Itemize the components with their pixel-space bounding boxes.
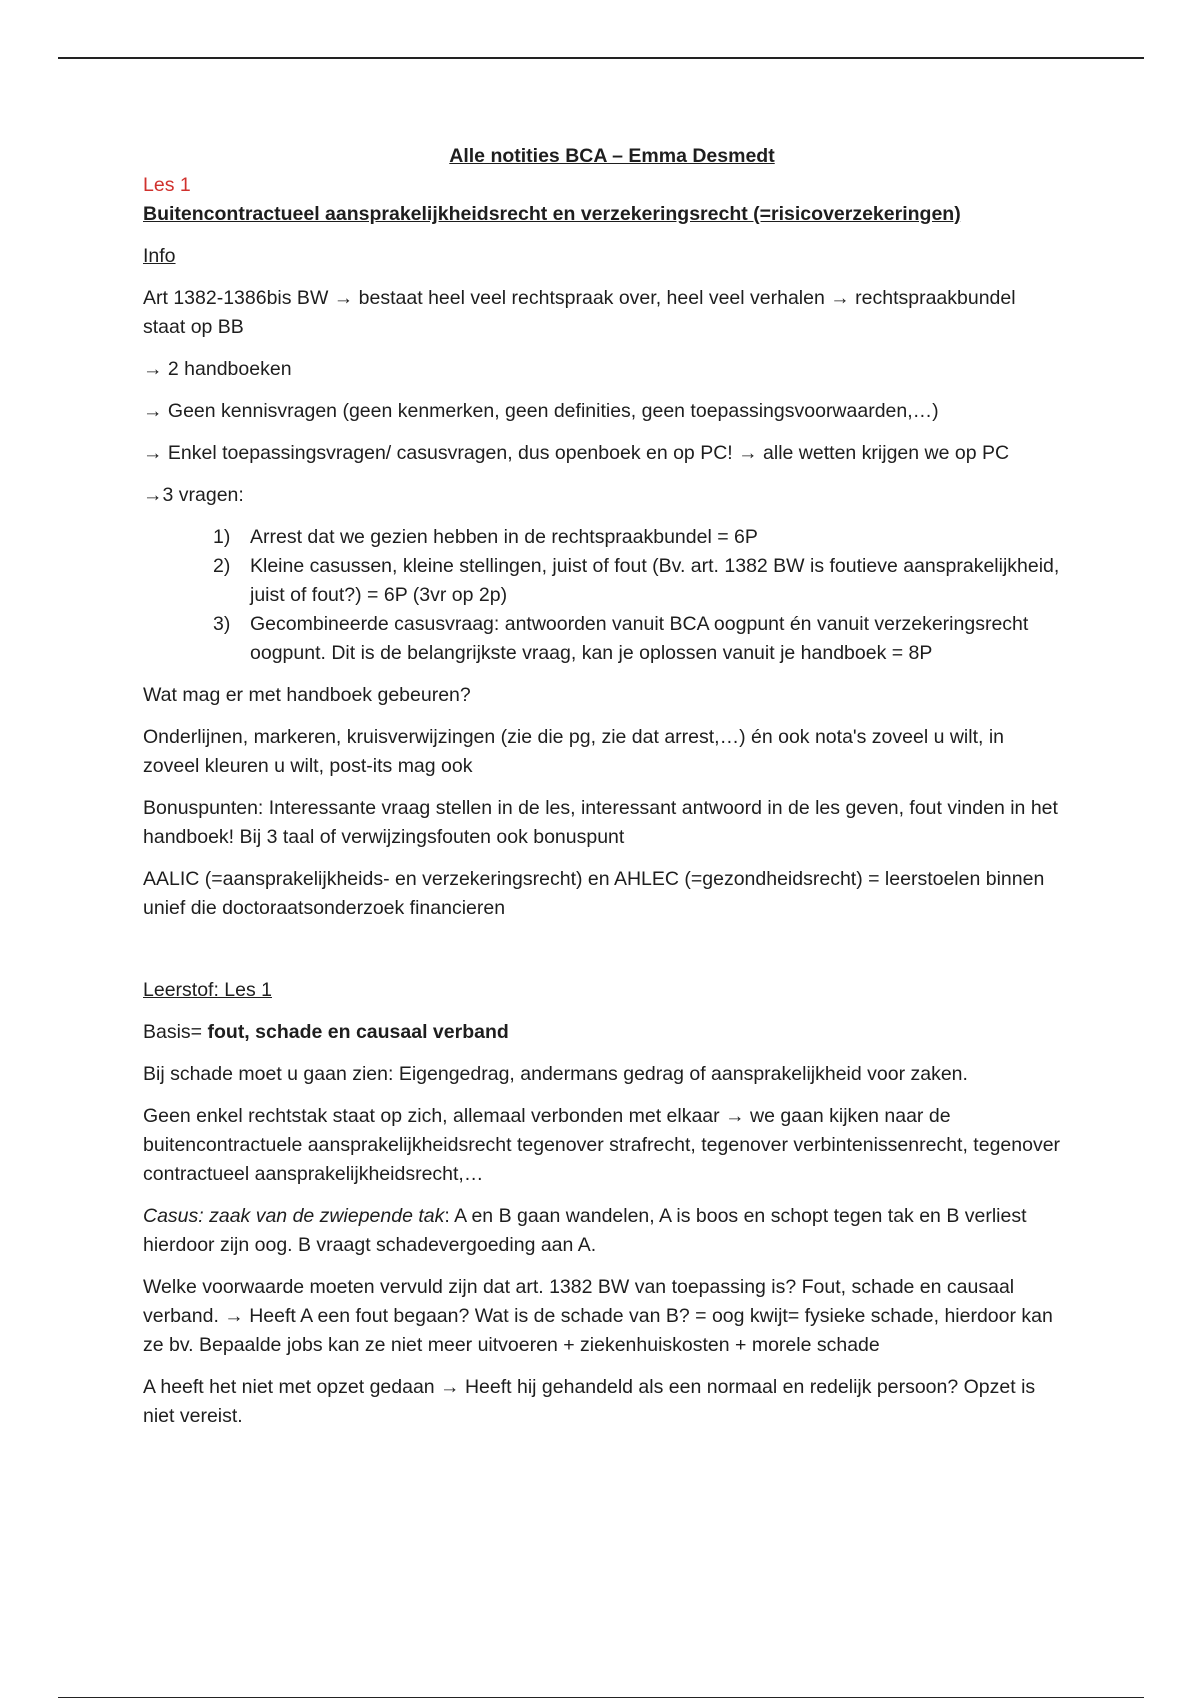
casus-paragraph [143,1202,1063,1260]
lesson-label: Les 1 [143,174,191,196]
basis-bold-text: fout, schade en causaal verband [207,1021,509,1043]
leerstof-paragraph-2: Geen enkel rechtstak staat op zich, allemaal verbonden met elkaar → we gaan kijken naar de buitencontractuele aansprakelijkheidsrecht tegenover strafrecht, tegenover verbintenissenrecht, tegenover contractueel aansprakelijkheidsrecht,… [143,1105,1061,1185]
leerstof-paragraph-3: Welke voorwaarde moeten vervuld zijn dat art. 1382 BW van toepassing is? Fout, schade en causaal verband. → Heeft A een fout begaan? Wat is de schade van B? = oog kwijt= fysieke schade, hierdoor kan ze bv. Bepaalde jobs kan ze niet meer uitvoeren + ziekenhuiskosten + morele schade [143,1276,1053,1356]
list-item-text: Kleine casussen, kleine stellingen, juist of fout (Bv. art. 1382 BW is foutieve aansprakelijkheid, juist of fout?) = 6P (3vr op 2p) [250,555,1060,606]
subject-heading: Buitencontractueel aansprakelijkheidsrecht en verzekeringsrecht (=risicoverzekeringen) [143,203,961,225]
info-paragraph-2: → 2 handboeken [143,358,292,380]
leerstof-paragraph-1: Bij schade moet u gaan zien: Eigengedrag, andermans gedrag of aansprakelijkheid voor zaken. [143,1063,968,1085]
list-number: 1) [213,526,231,548]
info-paragraph-7: Onderlijnen, markeren, kruisverwijzingen (zie die pg, zie dat arrest,…) én ook nota's zoveel u wilt, in zoveel kleuren u wilt, post-its mag ook [143,726,1005,777]
list-item [213,552,1063,610]
leerstof-heading: Leerstof: Les 1 [143,979,272,1001]
section-spacer [143,936,1063,976]
document-title: Alle notities BCA – Emma Desmedt [449,145,775,167]
document-page [143,142,1063,1444]
list-number: 3) [213,613,231,635]
info-paragraph-5: →3 vragen: [143,484,244,506]
exam-questions-list [143,523,1063,668]
info-heading: Info [143,245,176,267]
list-item-text: Gecombineerde casusvraag: antwoorden vanuit BCA oogpunt én vanuit verzekeringsrecht oogpunt. Dit is de belangrijkste vraag, kan je oplossen vanuit je handboek = 8P [250,613,1029,664]
list-item-text: Arrest dat we gezien hebben in de rechtspraakbundel = 6P [250,526,758,548]
casus-title: Casus: zaak van de zwiepende tak [143,1205,445,1227]
info-paragraph-4: → Enkel toepassingsvragen/ casusvragen, dus openboek en op PC! → alle wetten krijgen we op PC [143,442,1010,464]
top-rule [58,57,1144,59]
list-item [213,610,1063,668]
info-paragraph-8: Bonuspunten: Interessante vraag stellen in de les, interessant antwoord in de les geven, fout vinden in het handboek! Bij 3 taal of verwijzingsfouten ook bonuspunt [143,797,1058,848]
basis-paragraph [143,1018,1063,1047]
info-paragraph-6: Wat mag er met handboek gebeuren? [143,684,471,706]
casus-text: : A en B gaan wandelen, A is boos en schopt tegen tak en B verliest hierdoor zijn oog. B vraagt schadevergoeding aan A. [143,1205,1027,1256]
info-paragraph-9: AALIC (=aansprakelijkheids- en verzekeringsrecht) en AHLEC (=gezondheidsrecht) = leerstoelen binnen unief die doctoraatsonderzoek financieren [143,868,1045,919]
list-item [213,523,1063,552]
list-number: 2) [213,555,231,577]
bottom-rule [58,1697,1144,1698]
info-paragraph-1: Art 1382-1386bis BW → bestaat heel veel rechtspraak over, heel veel verhalen → rechtspraakbundel staat op BB [143,287,1016,338]
info-paragraph-3: → Geen kennisvragen (geen kenmerken, geen definities, geen toepassingsvoorwaarden,…) [143,400,939,422]
leerstof-paragraph-4: A heeft het niet met opzet gedaan → Heeft hij gehandeld als een normaal en redelijk persoon? Opzet is niet vereist. [143,1376,1036,1427]
basis-prefix: Basis= [143,1021,208,1043]
